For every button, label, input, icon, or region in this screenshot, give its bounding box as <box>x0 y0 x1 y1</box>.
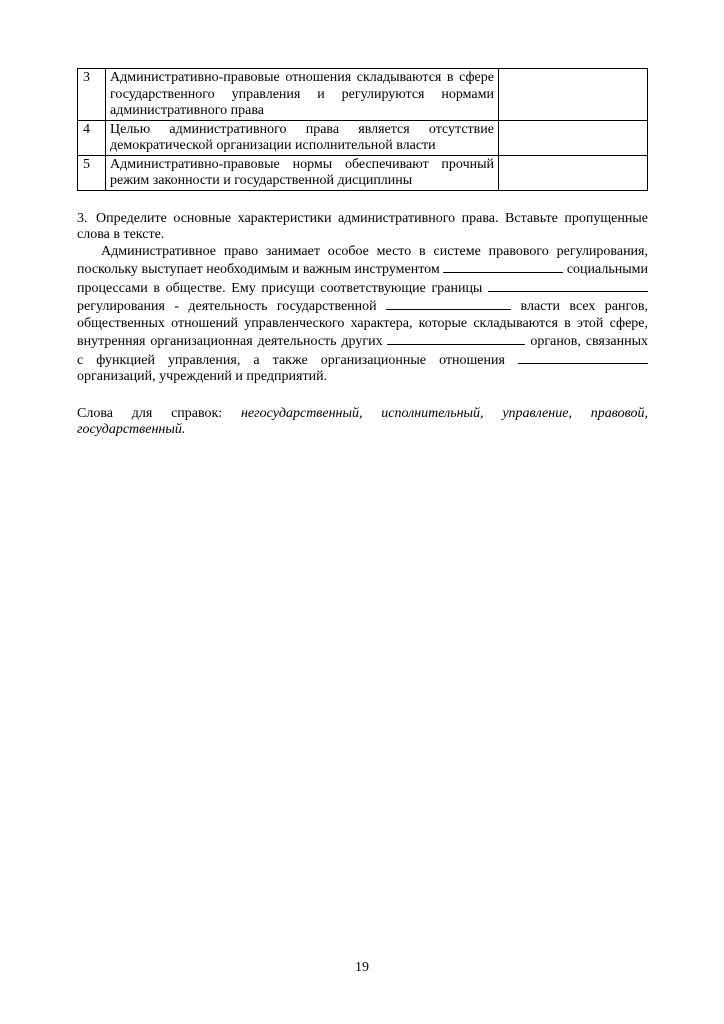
row-answer-cell[interactable] <box>499 120 648 155</box>
row-number: 4 <box>78 120 106 155</box>
text-segment-4: власти всех рангов, общественных отношений управленческого характера, которые складываются в этой сфере, внутренняя организационная деятельность других <box>77 299 649 349</box>
document-page <box>77 68 648 439</box>
reference-label: Слова для справок: <box>77 405 223 421</box>
row-answer-cell[interactable] <box>499 155 648 190</box>
table-row <box>78 120 648 155</box>
task-3-heading <box>77 211 648 244</box>
task-number: 3. <box>77 210 88 226</box>
task-instruction: Определите основные характеристики административного права. Вставьте пропущенные слова в тексте. <box>77 210 648 242</box>
blank-4[interactable] <box>387 332 525 345</box>
text-segment-1: Административное право занимает особое место в системе правового регулирования, поскольку выступает необходимым и важным инструментом <box>77 243 648 277</box>
page-number: 19 <box>355 960 369 975</box>
row-statement: Целью административного права является отсутствие демократической организации исполнительной власти <box>106 120 499 155</box>
blank-3[interactable] <box>386 297 511 310</box>
text-segment-2: социальными процессами в обществе. Ему присущи соответствующие границы <box>77 262 648 296</box>
row-statement: Административно-правовые отношения складываются в сфере государственного управления и регулируются нормами административного права <box>106 69 499 121</box>
row-number: 3 <box>78 69 106 121</box>
reference-words <box>77 406 648 439</box>
table-row <box>78 69 648 121</box>
row-statement: Административно-правовые нормы обеспечивают прочный режим законности и государственной дисциплины <box>106 155 499 190</box>
row-answer-cell[interactable] <box>499 69 648 121</box>
fill-in-paragraph <box>77 244 648 386</box>
table-row <box>78 155 648 190</box>
row-number: 5 <box>78 155 106 190</box>
text-segment-5: органов, связанных с функцией управления, а также организационные отношения <box>77 334 649 368</box>
blank-1[interactable] <box>443 260 563 273</box>
blank-5[interactable] <box>518 351 648 364</box>
reference-word-list: негосударственный, исполнительный, управление, правовой, государственный. <box>77 405 648 437</box>
statements-table <box>77 68 648 191</box>
blank-2[interactable] <box>488 279 648 292</box>
text-segment-6: организаций, учреждений и предприятий. <box>77 369 328 384</box>
text-segment-3: регулирования - деятельность государственной <box>77 299 377 314</box>
